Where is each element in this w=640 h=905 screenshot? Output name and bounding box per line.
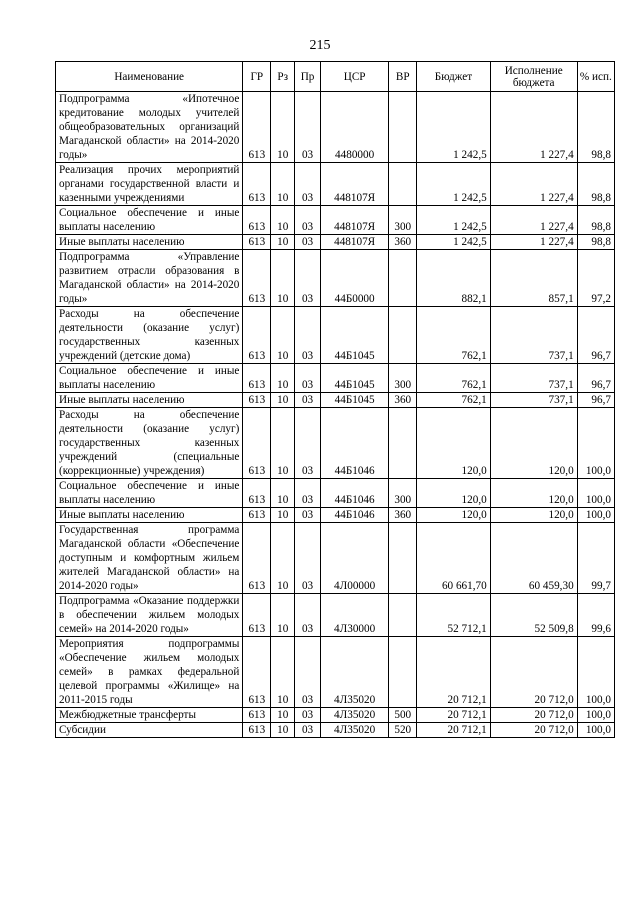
cell-percent: 97,2: [577, 250, 614, 307]
column-header-gr: ГР: [243, 62, 271, 92]
cell-execution: 60 459,30: [490, 523, 577, 594]
table-row: [56, 523, 615, 594]
cell-pr: 03: [295, 523, 321, 594]
cell-pr: 03: [295, 235, 321, 250]
cell-execution: 120,0: [490, 508, 577, 523]
cell-csr: 4Л35020: [320, 723, 388, 738]
cell-budget: 52 712,1: [417, 594, 490, 637]
cell-csr: 448107Я: [320, 235, 388, 250]
page-number: 215: [309, 38, 331, 53]
cell-name: Межбюджетные трансферты: [56, 708, 243, 723]
cell-csr: 4Л00000: [320, 523, 388, 594]
cell-pr: 03: [295, 92, 321, 163]
cell-rz: 10: [271, 307, 295, 364]
cell-execution: 1 227,4: [490, 92, 577, 163]
cell-vr: [389, 408, 417, 479]
cell-csr: 448107Я: [320, 163, 388, 206]
cell-csr: 4Л35020: [320, 637, 388, 708]
cell-gr: 613: [243, 479, 271, 508]
cell-name: Социальное обеспечение и иные выплаты населению: [56, 479, 243, 508]
cell-percent: 98,8: [577, 206, 614, 235]
cell-vr: [389, 637, 417, 708]
table-row: [56, 708, 615, 723]
cell-vr: [389, 523, 417, 594]
cell-rz: 10: [271, 393, 295, 408]
cell-budget: 20 712,1: [417, 637, 490, 708]
cell-gr: 613: [243, 364, 271, 393]
cell-vr: [389, 92, 417, 163]
table-row: [56, 637, 615, 708]
cell-name: Расходы на обеспечение деятельности (оказание услуг) государственных казенных учреждений (специальные (коррекционные) учреждения): [56, 408, 243, 479]
cell-csr: 44Б1045: [320, 307, 388, 364]
cell-csr: 44Б1046: [320, 408, 388, 479]
table-row: [56, 408, 615, 479]
column-header-execution: Исполнение бюджета: [490, 62, 577, 92]
cell-name: Субсидии: [56, 723, 243, 738]
cell-vr: [389, 594, 417, 637]
table-row: [56, 307, 615, 364]
cell-percent: 100,0: [577, 508, 614, 523]
cell-name: Иные выплаты населению: [56, 508, 243, 523]
table-row: [56, 163, 615, 206]
cell-csr: 44Б1046: [320, 508, 388, 523]
table-row: [56, 594, 615, 637]
cell-rz: 10: [271, 408, 295, 479]
cell-gr: 613: [243, 523, 271, 594]
cell-execution: 120,0: [490, 479, 577, 508]
cell-vr: [389, 250, 417, 307]
cell-percent: 100,0: [577, 408, 614, 479]
header-row: [56, 62, 615, 92]
table-row: [56, 508, 615, 523]
budget-table: [55, 61, 615, 738]
column-header-rz: Рз: [271, 62, 295, 92]
cell-execution: 20 712,0: [490, 723, 577, 738]
cell-name: Социальное обеспечение и иные выплаты населению: [56, 206, 243, 235]
cell-budget: 762,1: [417, 393, 490, 408]
cell-percent: 100,0: [577, 723, 614, 738]
cell-percent: 96,7: [577, 307, 614, 364]
cell-gr: 613: [243, 206, 271, 235]
cell-pr: 03: [295, 708, 321, 723]
cell-budget: 762,1: [417, 307, 490, 364]
cell-pr: 03: [295, 508, 321, 523]
cell-budget: 762,1: [417, 364, 490, 393]
cell-percent: 100,0: [577, 637, 614, 708]
cell-pr: 03: [295, 364, 321, 393]
cell-csr: 4480000: [320, 92, 388, 163]
cell-rz: 10: [271, 637, 295, 708]
cell-vr: 300: [389, 479, 417, 508]
cell-vr: 500: [389, 708, 417, 723]
cell-execution: 20 712,0: [490, 708, 577, 723]
cell-gr: 613: [243, 393, 271, 408]
cell-pr: 03: [295, 307, 321, 364]
cell-budget: 1 242,5: [417, 92, 490, 163]
cell-percent: 96,7: [577, 393, 614, 408]
cell-pr: 03: [295, 408, 321, 479]
cell-name: Подпрограмма «Оказание поддержки в обеспечении жильем молодых семей» на 2014-2020 годы»: [56, 594, 243, 637]
cell-csr: 44Б1045: [320, 364, 388, 393]
cell-gr: 613: [243, 594, 271, 637]
cell-budget: 60 661,70: [417, 523, 490, 594]
cell-execution: 20 712,0: [490, 637, 577, 708]
column-header-budget: Бюджет: [417, 62, 490, 92]
cell-gr: 613: [243, 307, 271, 364]
cell-pr: 03: [295, 250, 321, 307]
column-header-pr: Пр: [295, 62, 321, 92]
cell-csr: 44Б1046: [320, 479, 388, 508]
cell-percent: 98,8: [577, 163, 614, 206]
table-row: [56, 206, 615, 235]
cell-csr: 44Б0000: [320, 250, 388, 307]
cell-pr: 03: [295, 723, 321, 738]
cell-execution: 1 227,4: [490, 235, 577, 250]
cell-pr: 03: [295, 637, 321, 708]
cell-percent: 96,7: [577, 364, 614, 393]
cell-budget: 882,1: [417, 250, 490, 307]
cell-gr: 613: [243, 235, 271, 250]
cell-execution: 737,1: [490, 307, 577, 364]
cell-rz: 10: [271, 206, 295, 235]
cell-budget: 20 712,1: [417, 708, 490, 723]
cell-gr: 613: [243, 163, 271, 206]
cell-rz: 10: [271, 235, 295, 250]
column-header-csr: ЦСР: [320, 62, 388, 92]
cell-execution: 120,0: [490, 408, 577, 479]
table-row: [56, 364, 615, 393]
table-row: [56, 250, 615, 307]
cell-rz: 10: [271, 250, 295, 307]
cell-gr: 613: [243, 408, 271, 479]
cell-pr: 03: [295, 479, 321, 508]
cell-percent: 99,6: [577, 594, 614, 637]
table-row: [56, 235, 615, 250]
cell-vr: 300: [389, 364, 417, 393]
table-row: [56, 393, 615, 408]
cell-budget: 20 712,1: [417, 723, 490, 738]
cell-rz: 10: [271, 523, 295, 594]
cell-vr: 360: [389, 508, 417, 523]
cell-rz: 10: [271, 364, 295, 393]
cell-execution: 737,1: [490, 364, 577, 393]
cell-name: Расходы на обеспечение деятельности (оказание услуг) государственных казенных учреждений (детские дома): [56, 307, 243, 364]
cell-percent: 100,0: [577, 708, 614, 723]
cell-name: Подпрограмма «Управление развитием отрасли образования в Магаданской области» на 2014-2020 годы»: [56, 250, 243, 307]
cell-gr: 613: [243, 92, 271, 163]
cell-budget: 1 242,5: [417, 235, 490, 250]
cell-name: Подпрограмма «Ипотечное кредитование молодых учителей общеобразовательных организаций Магаданской области» на 2014-2020 годы»: [56, 92, 243, 163]
cell-budget: 1 242,5: [417, 206, 490, 235]
cell-execution: 1 227,4: [490, 206, 577, 235]
cell-csr: 44Б1045: [320, 393, 388, 408]
table-row: [56, 723, 615, 738]
cell-csr: 4Л35020: [320, 708, 388, 723]
cell-gr: 613: [243, 708, 271, 723]
cell-percent: 98,8: [577, 235, 614, 250]
cell-percent: 99,7: [577, 523, 614, 594]
cell-execution: 52 509,8: [490, 594, 577, 637]
cell-pr: 03: [295, 206, 321, 235]
cell-rz: 10: [271, 508, 295, 523]
cell-budget: 1 242,5: [417, 163, 490, 206]
cell-rz: 10: [271, 163, 295, 206]
cell-rz: 10: [271, 723, 295, 738]
cell-pr: 03: [295, 163, 321, 206]
cell-vr: [389, 163, 417, 206]
cell-gr: 613: [243, 508, 271, 523]
cell-budget: 120,0: [417, 508, 490, 523]
cell-csr: 448107Я: [320, 206, 388, 235]
cell-pr: 03: [295, 393, 321, 408]
table-header: [56, 62, 615, 92]
cell-name: Социальное обеспечение и иные выплаты населению: [56, 364, 243, 393]
cell-name: Иные выплаты населению: [56, 393, 243, 408]
cell-pr: 03: [295, 594, 321, 637]
cell-rz: 10: [271, 479, 295, 508]
cell-execution: 857,1: [490, 250, 577, 307]
cell-rz: 10: [271, 594, 295, 637]
cell-execution: 1 227,4: [490, 163, 577, 206]
cell-percent: 98,8: [577, 92, 614, 163]
cell-vr: [389, 307, 417, 364]
cell-rz: 10: [271, 708, 295, 723]
table-body: [56, 92, 615, 738]
cell-name: Иные выплаты населению: [56, 235, 243, 250]
column-header-vr: ВР: [389, 62, 417, 92]
table-row: [56, 92, 615, 163]
cell-vr: 360: [389, 393, 417, 408]
cell-name: Реализация прочих мероприятий органами государственной власти и казенными учреждениями: [56, 163, 243, 206]
cell-percent: 100,0: [577, 479, 614, 508]
cell-vr: 360: [389, 235, 417, 250]
cell-execution: 737,1: [490, 393, 577, 408]
cell-gr: 613: [243, 637, 271, 708]
cell-csr: 4Л30000: [320, 594, 388, 637]
cell-budget: 120,0: [417, 479, 490, 508]
cell-rz: 10: [271, 92, 295, 163]
column-header-name: Наименование: [56, 62, 243, 92]
column-header-percent: % исп.: [577, 62, 614, 92]
cell-gr: 613: [243, 723, 271, 738]
table-row: [56, 479, 615, 508]
cell-name: Мероприятия подпрограммы «Обеспечение жильем молодых семей» в рамках федеральной целевой программы «Жилище» на 2011-2015 годы: [56, 637, 243, 708]
cell-budget: 120,0: [417, 408, 490, 479]
cell-vr: 300: [389, 206, 417, 235]
cell-gr: 613: [243, 250, 271, 307]
cell-vr: 520: [389, 723, 417, 738]
cell-name: Государственная программа Магаданской области «Обеспечение доступным и комфортным жильем жителей Магаданской области» на 2014-2020 годы»: [56, 523, 243, 594]
